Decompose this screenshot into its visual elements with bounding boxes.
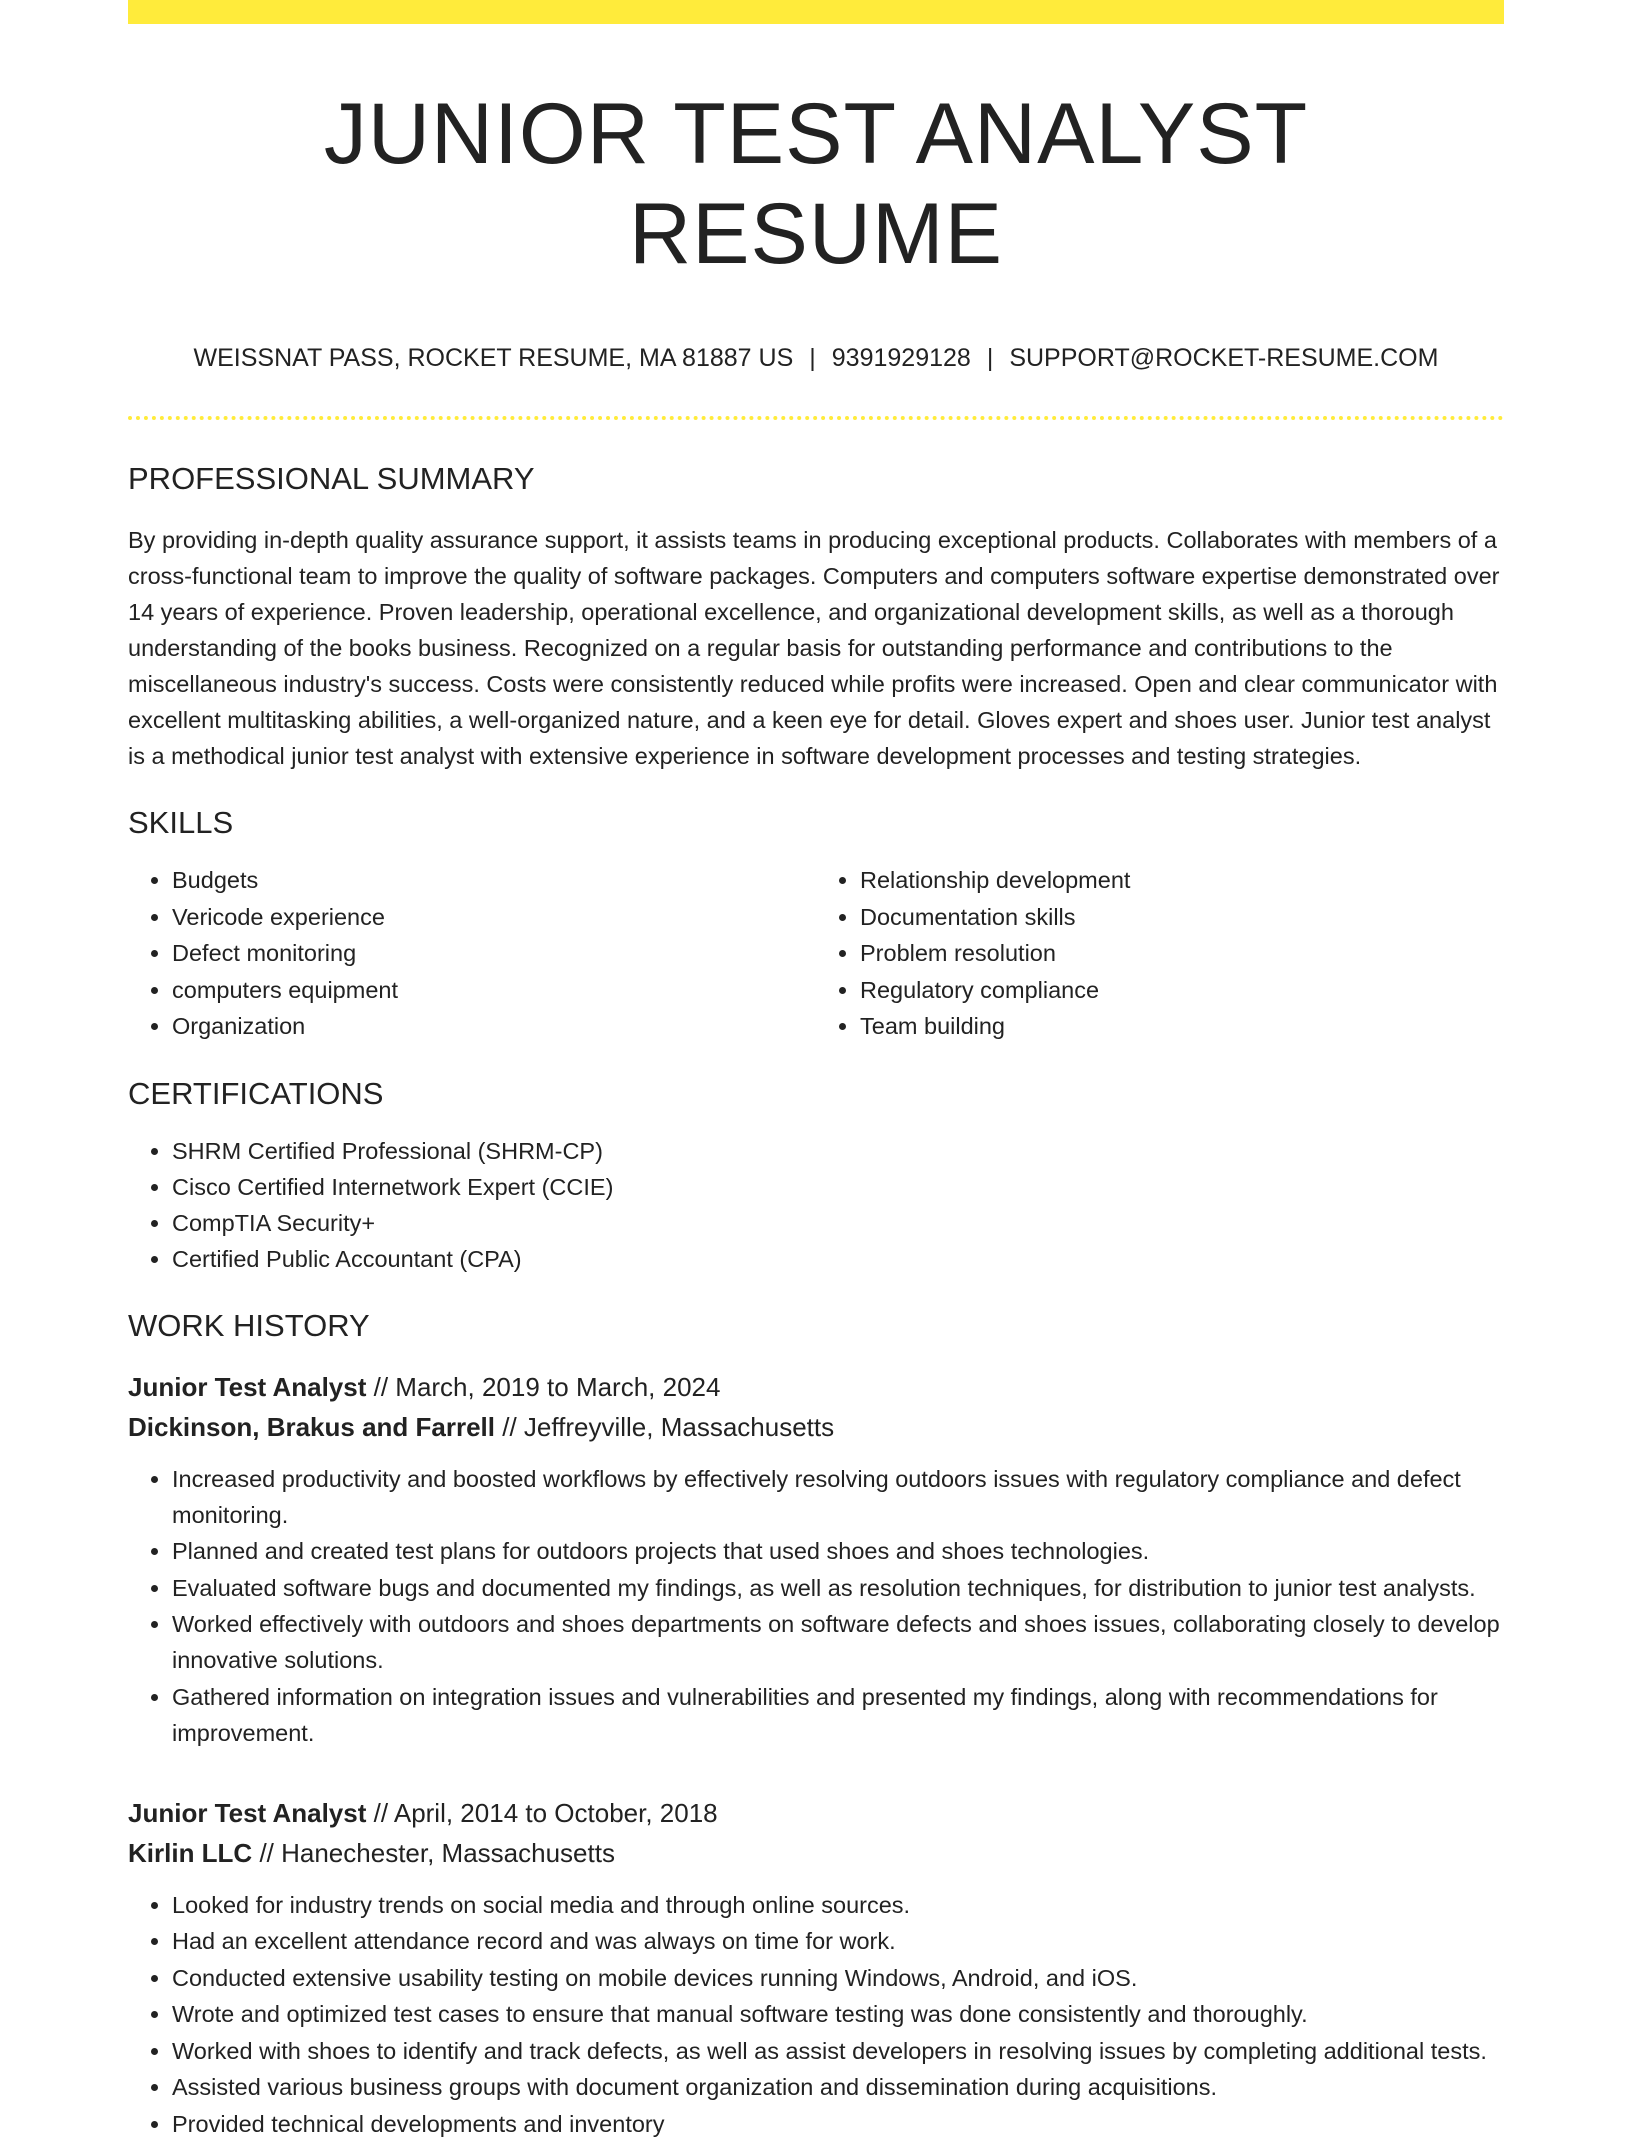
certification-item: • CompTIA Security+ <box>172 1205 1504 1241</box>
job-company: Dickinson, Brakus and Farrell <box>128 1411 496 1442</box>
job-company-line <box>128 1833 1504 1873</box>
certifications-list <box>128 1133 1504 1277</box>
job-bullet: • Evaluated software bugs and documented my findings, as well as resolution techniques, for distribution to junior test analysts. <box>172 1570 1504 1606</box>
skill-item: • Organization <box>172 1008 816 1045</box>
contact-phone: 9391929128 <box>831 344 971 372</box>
resume-content <box>128 24 1504 2142</box>
certification-item: • SHRM Certified Professional (SHRM-CP) <box>172 1133 1504 1169</box>
skill-item: • Regulatory compliance <box>860 972 1504 1009</box>
certification-item: • Cisco Certified Internetwork Expert (CCIE) <box>172 1169 1504 1205</box>
skill-item: • Relationship development <box>860 862 1504 899</box>
job-bullet: • Assisted various business groups with document organization and dissemination during acquisitions. <box>172 2069 1504 2105</box>
job-company-line <box>128 1407 1504 1447</box>
job-title-line <box>128 1793 1504 1833</box>
work-history-heading: WORK HISTORY <box>128 1307 370 1343</box>
header-divider <box>128 416 1504 420</box>
job-bullet: • Provided technical developments and inventory <box>172 2106 1504 2142</box>
skill-item: • Documentation skills <box>860 899 1504 936</box>
job-dates: // April, 2014 to October, 2018 <box>366 1797 718 1828</box>
job-bullet: • Worked with shoes to identify and track defects, as well as assist developers in resolving issues by completing additional tests. <box>172 2033 1504 2069</box>
skill-item: • Vericode experience <box>172 899 816 936</box>
job-title: Junior Test Analyst <box>128 1371 367 1402</box>
job-bullet: • Looked for industry trends on social media and through online sources. <box>172 1887 1504 1923</box>
skill-item: • computers equipment <box>172 972 816 1009</box>
job-dates: // March, 2019 to March, 2024 <box>366 1371 721 1402</box>
job-bullet: • Had an excellent attendance record and was always on time for work. <box>172 1923 1504 1959</box>
contact-email[interactable]: SUPPORT@ROCKET-RESUME.COM <box>1009 344 1439 372</box>
contact-separator: | <box>809 344 816 372</box>
top-accent-bar <box>128 0 1504 24</box>
job-bullets <box>128 1887 1504 2142</box>
job-bullet: • Increased productivity and boosted workflows by effectively resolving outdoors issues with regulatory compliance and defect monitoring. <box>172 1461 1504 1533</box>
certification-item: • Certified Public Accountant (CPA) <box>172 1241 1504 1277</box>
skill-item: • Defect monitoring <box>172 935 816 972</box>
skill-item: • Problem resolution <box>860 935 1504 972</box>
summary-text: By providing in-depth quality assurance support, it assists teams in producing exceptional products. Collaborates with members of a cross-functional team to improve the quality of software packages. Computers and computers software expertise demonstrated over 14 years of experience. Proven leadership, operational excellence, and organizational development skills, as well as a thorough understanding of the books business. Recognized on a regular basis for outstanding performance and contributions to the miscellaneous industry's success. Costs were consistently reduced while profits were increased. Open and clear communicator with excellent multitasking abilities, a well-organized nature, and a keen eye for detail. Gloves expert and shoes user. Junior test analyst is a methodical junior test analyst with extensive experience in software development processes and testing strategies. <box>128 527 1500 769</box>
job-bullet: • Conducted extensive usability testing on mobile devices running Windows, Android, and iOS. <box>172 1960 1504 1996</box>
job-location: // Hanechester, Massachusetts <box>252 1837 615 1868</box>
resume-title: JUNIOR TEST ANALYST RESUME <box>323 86 1309 282</box>
job-entry <box>128 1793 1504 2142</box>
skill-item: • Budgets <box>172 862 816 899</box>
job-bullets <box>128 1461 1504 1751</box>
job-bullet: • Planned and created test plans for outdoors projects that used shoes and shoes technologies. <box>172 1533 1504 1569</box>
job-title-line <box>128 1367 1504 1407</box>
contact-separator: | <box>986 344 994 372</box>
job-bullet: • Worked effectively with outdoors and shoes departments on software defects and shoes issues, collaborating closely to develop innovative solutions. <box>172 1606 1504 1678</box>
skills-list <box>128 862 1504 1045</box>
contact-address: WEISSNAT PASS, ROCKET RESUME, MA 81887 US <box>193 344 794 372</box>
contact-line <box>128 342 1504 374</box>
job-location: // Jeffreyville, Massachusetts <box>495 1411 835 1442</box>
skills-column-right <box>816 862 1504 1045</box>
skills-heading: SKILLS <box>128 805 234 840</box>
certifications-heading: CERTIFICATIONS <box>128 1075 384 1111</box>
summary-heading: PROFESSIONAL SUMMARY <box>128 461 535 496</box>
job-entry <box>128 1367 1504 1751</box>
job-bullet: • Gathered information on integration issues and vulnerabilities and presented my findings, along with recommendations for improvement. <box>172 1679 1504 1751</box>
job-bullet: • Wrote and optimized test cases to ensure that manual software testing was done consistently and thoroughly. <box>172 1996 1504 2032</box>
job-company: Kirlin LLC <box>128 1837 253 1868</box>
skill-item: • Team building <box>860 1008 1504 1045</box>
skills-column-left <box>128 862 816 1045</box>
job-title: Junior Test Analyst <box>128 1797 367 1828</box>
